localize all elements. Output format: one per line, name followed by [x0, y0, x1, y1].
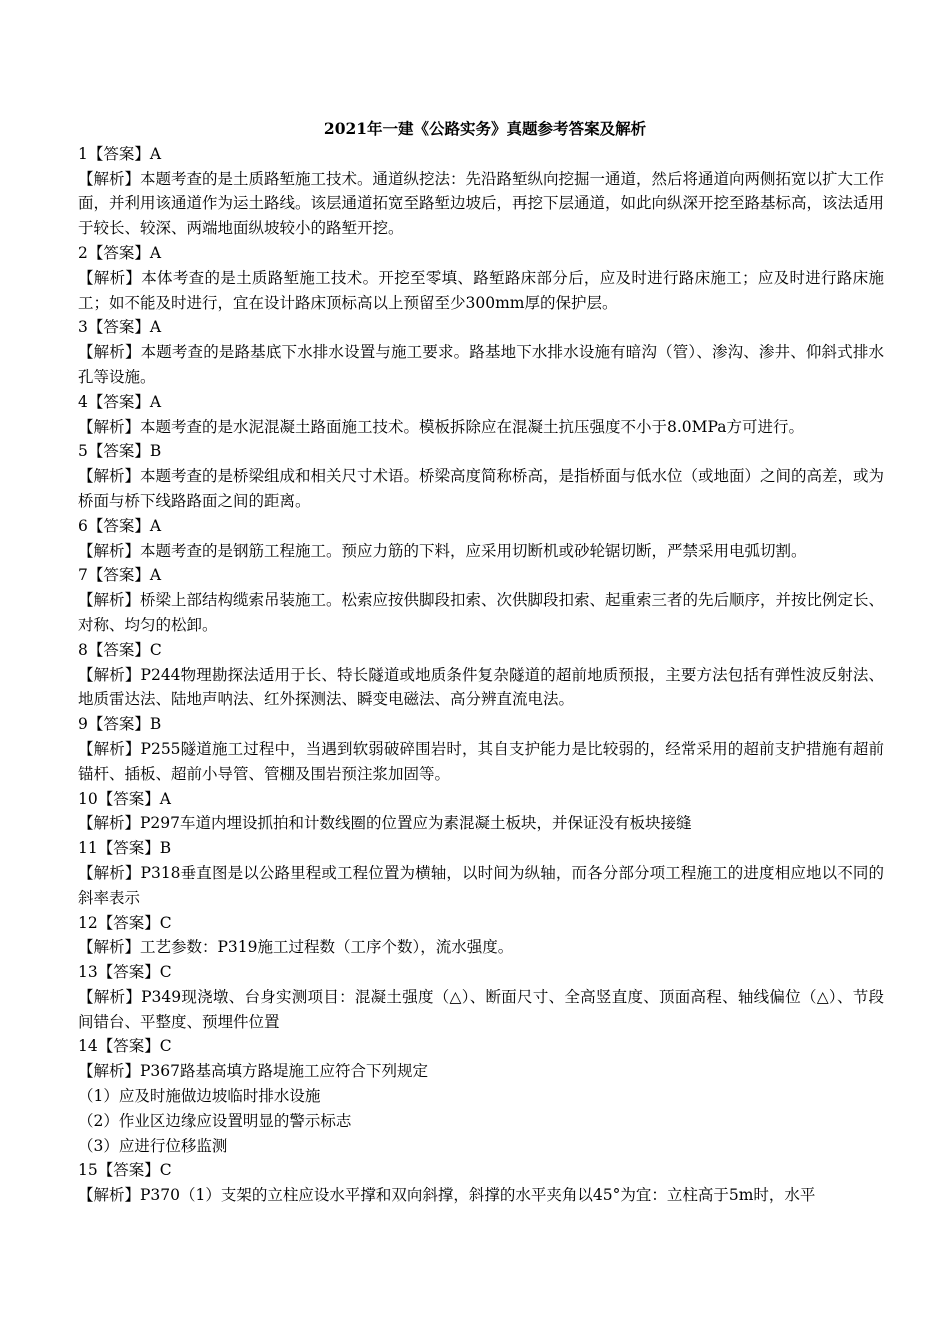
answer-line: 3【答案】A [78, 318, 162, 337]
analysis-text: 【解析】本题考查的是钢筋工程施工。预应力筋的下料，应采用切断机或砂轮锯切断，严禁采用电弧切割。 [78, 541, 807, 560]
analysis-text: 【解析】本题考查的是土质路堑施工技术。通道纵挖法：先沿路堑纵向挖掘一通道，然后将通道向两侧拓宽以扩大工作面，并利用该通道作为运土路线。该层通道拓宽至路堑边坡后，再挖下层通道，如此向纵深开挖至路基标高，该法适用于较长、较深、两端地面纵坡较小的路堑开挖。 [78, 169, 885, 238]
analysis-text: 【解析】本题考查的是桥梁组成和相关尺寸术语。桥梁高度简称桥高，是指桥面与低水位（或地面）之间的高差，或为桥面与桥下线路路面之间的距离。 [78, 467, 885, 510]
analysis-text: 【解析】P244物理勘探法适用于长、特长隧道或地质条件复杂隧道的超前地质预报，主要方法包括有弹性波反射法、地质雷达法、陆地声呐法、红外探测法、瞬变电磁法、高分辨直流电法。 [78, 665, 884, 709]
answer-item-12 [78, 911, 884, 961]
document-title: 2021年一建《公路实务》真题参考答案及解析 [323, 119, 647, 138]
analysis-text: 【解析】工艺参数：P319施工过程数（工序个数），流水强度。 [78, 938, 514, 957]
analysis-text: 【解析】P255隧道施工过程中，当遇到软弱破碎围岩时，其自支护能力是比较弱的，经常采用的超前支护措施有超前锚杆、插板、超前小导管、管棚及围岩预注浆加固等。 [78, 739, 884, 783]
answer-line: 4【答案】A [78, 392, 162, 411]
answer-line: 13【答案】C [78, 963, 172, 982]
answer-item-8 [78, 638, 884, 712]
answer-item-10 [78, 787, 884, 837]
answer-line: 11【答案】B [78, 839, 172, 858]
answer-item-15 [78, 1158, 884, 1208]
analysis-text: 【解析】P367路基高填方路堤施工应符合下列规定 [78, 1062, 429, 1081]
answer-item-2 [78, 241, 884, 315]
answer-item-7 [78, 563, 884, 637]
sub-item: （3）应进行位移监测 [78, 1136, 228, 1155]
answer-item-13 [78, 960, 884, 1034]
answer-line: 2【答案】A [78, 243, 162, 262]
answer-line: 1【答案】A [78, 144, 162, 163]
answer-line: 9【答案】B [78, 715, 162, 734]
document-page [78, 117, 884, 1208]
answer-line: 7【答案】A [78, 566, 162, 585]
analysis-text: 【解析】桥梁上部结构缆索吊装施工。松索应按供脚段扣索、次供脚段扣索、起重索三者的先后顺序，并按比例定长、对称、均匀的松卸。 [78, 591, 885, 634]
answer-line: 5【答案】B [78, 442, 162, 461]
analysis-text: 【解析】P297车道内埋设抓拍和计数线圈的位置应为素混凝土板块，并保证没有板块接缝 [78, 814, 692, 833]
answer-item-11 [78, 836, 884, 910]
analysis-text: 【解析】P318垂直图是以公路里程或工程位置为横轴，以时间为纵轴，而各分部分项工程施工的进度相应地以不同的斜率表示 [78, 863, 884, 907]
sub-item: （1）应及时施做边坡临时排水设施 [78, 1087, 321, 1106]
analysis-text: 【解析】本题考查的是水泥混凝土路面施工技术。模板拆除应在混凝土抗压强度不小于8.0MPa方可进行。 [78, 417, 804, 436]
answer-item-6 [78, 514, 884, 564]
answer-item-4 [78, 390, 884, 440]
answer-line: 12【答案】C [78, 913, 172, 932]
answer-line: 8【答案】C [78, 640, 162, 659]
sub-item: （2）作业区边缘应设置明显的警示标志 [78, 1111, 352, 1130]
answer-line: 10【答案】A [78, 789, 171, 808]
analysis-text: 【解析】P349现浇墩、台身实测项目：混凝土强度（△）、断面尺寸、全高竖直度、顶面高程、轴线偏位（△）、节段间错台、平整度、预埋件位置 [78, 987, 884, 1031]
answer-item-5 [78, 439, 884, 513]
answer-item-9 [78, 712, 884, 786]
answer-item-14 [78, 1034, 884, 1158]
answer-line: 15【答案】C [78, 1161, 172, 1180]
answer-item-1 [78, 142, 884, 241]
answer-line: 6【答案】A [78, 516, 162, 535]
answer-item-3 [78, 315, 884, 389]
analysis-text: 【解析】P370（1）支架的立柱应设水平撑和双向斜撑，斜撑的水平夹角以45°为宜：立柱高于5m时，水平 [78, 1186, 816, 1205]
analysis-text: 【解析】本题考查的是路基底下水排水设置与施工要求。路基地下水排水设施有暗沟（管）、渗沟、渗井、仰斜式排水孔等设施。 [78, 343, 884, 386]
analysis-text: 【解析】本体考查的是土质路堑施工技术。开挖至零填、路堑路床部分后，应及时进行路床施工；应及时进行路床施工；如不能及时进行，宜在设计路床顶标高以上预留至少300mm厚的保护层。 [78, 268, 884, 312]
answer-line: 14【答案】C [78, 1037, 172, 1056]
